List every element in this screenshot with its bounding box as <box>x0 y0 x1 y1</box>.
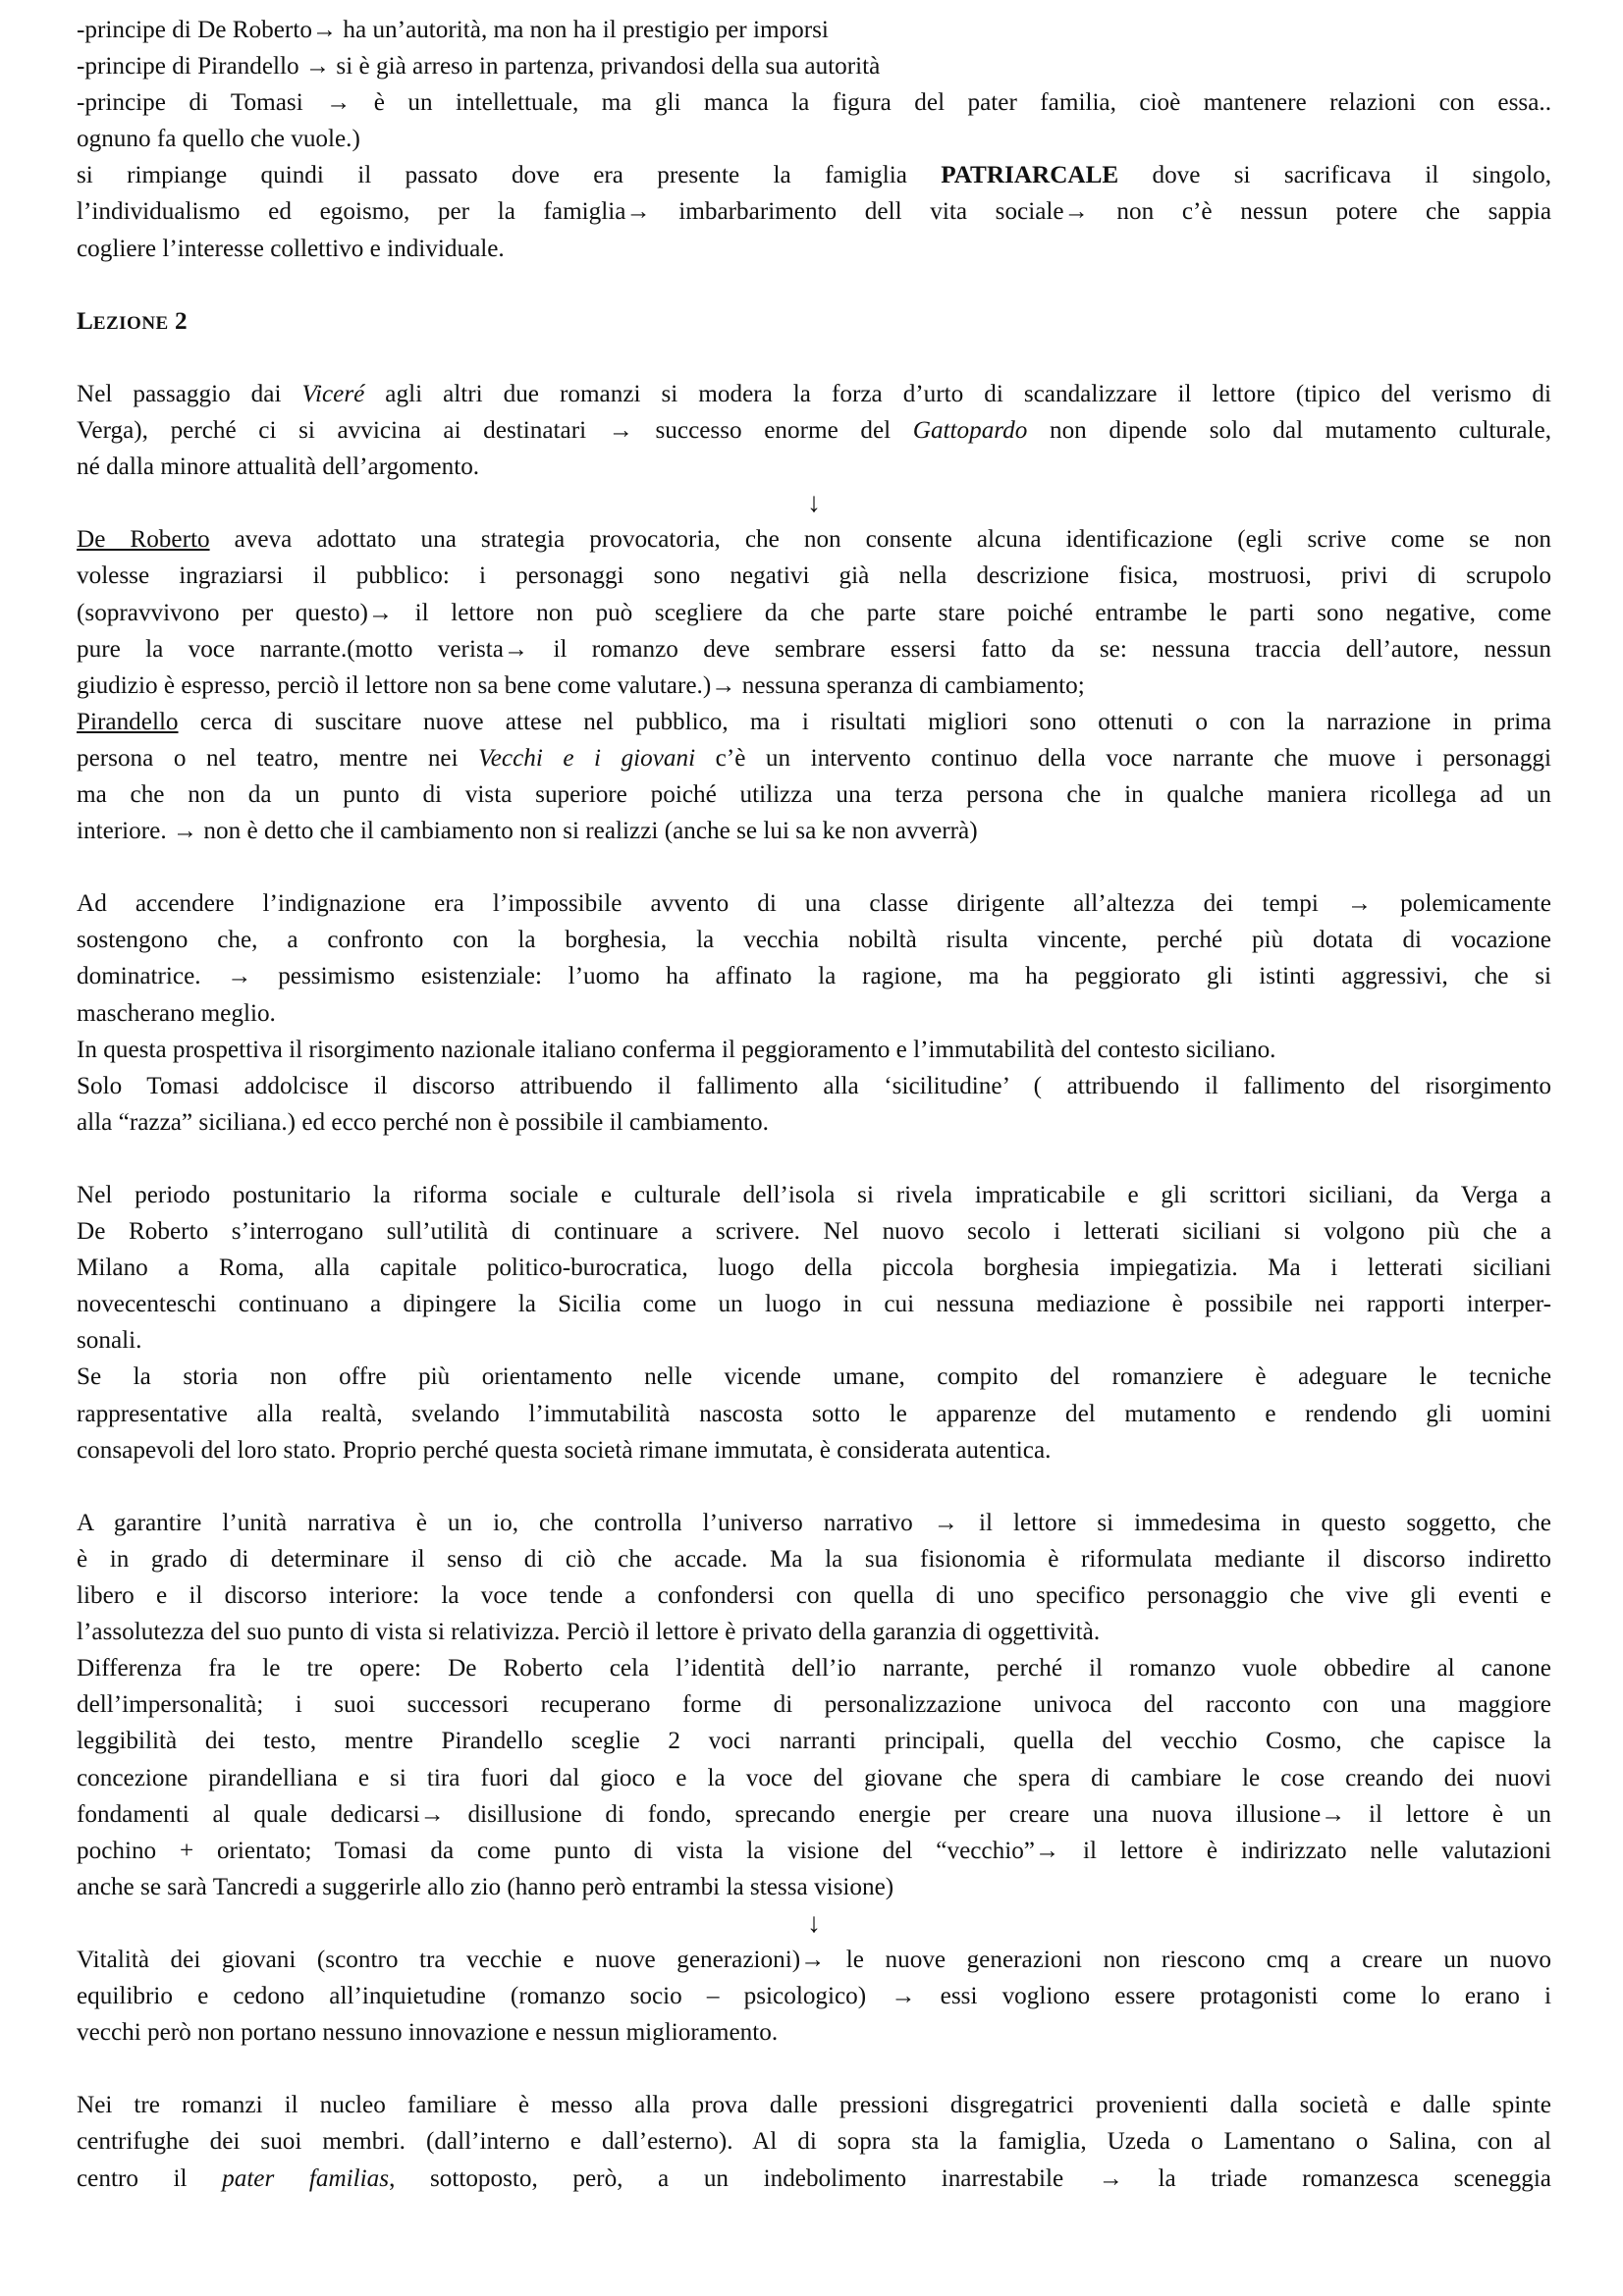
text-line: l’individualismo ed egoismo, per la famiglia→ imbarbarimento dell vita sociale→ non c’è nessun potere che sappia <box>77 198 1551 226</box>
text-line: fondamenti al quale dedicarsi→ disillusione di fondo, sprecando energie per creare una nuova illusione→ il lettore è un <box>77 1800 1551 1828</box>
text-line: Nei tre romanzi il nucleo familiare è messo alla prova dalle pressioni disgregatrici provenienti dalla società e dalle spinte <box>77 2092 1551 2119</box>
underlined-author: De Roberto <box>77 526 210 554</box>
paragraph-de-roberto-pirandello <box>77 521 1551 849</box>
text-line: sonali. <box>77 1327 142 1355</box>
text-line: Pirandello cerca di suscitare nuove attese nel pubblico, ma i risultati migliori sono ottenuti o con la narrazione in prima <box>77 708 1551 735</box>
text-line: mascherano meglio. <box>77 999 276 1027</box>
paragraph-vitalita <box>77 1942 1551 2051</box>
italic-title: Gattopardo <box>912 417 1028 445</box>
text-line: -principe di De Roberto→ ha un’autorità, ma non ha il prestigio per imporsi <box>77 17 829 43</box>
text-line: pochino + orientato; Tomasi da come punto di vista la visione del “vecchio”→ il lettore è indirizzato nelle valutazioni <box>77 1837 1551 1864</box>
text-line <box>77 157 1551 193</box>
text-line: dell’impersonalità; i suoi successori recuperano forme di personalizzazione univoca del racconto con una maggiore <box>77 1691 1551 1719</box>
text-line: leggibilità dei testo, mentre Pirandello sceglie 2 voci narranti principali, quella del vecchio Cosmo, che capisce la <box>77 1728 1551 1755</box>
text-line: volesse ingraziarsi il pubblico: i personaggi sono negativi già nella descrizione fisica, mostruosi, privi di scrupolo <box>77 562 1551 590</box>
bold-term: PATRIARCALE <box>941 162 1119 189</box>
text-line: Se la storia non offre più orientamento nelle vicende umane, compito del romanziere è adeguare le tecniche <box>77 1363 1551 1391</box>
text-line: libero e il discorso interiore: la voce tende a confondersi con quella di uno specifico personaggio che vive gli eventi e <box>77 1582 1551 1610</box>
section-heading: LEZIONE 2 <box>77 307 188 335</box>
text-line: dominatrice. → pessimismo esistenziale: l’uomo ha affinato la ragione, ma ha peggiorato gli istinti aggressivi, che si <box>77 963 1551 990</box>
text-line: centrifughe dei suoi membri. (dall’interno e dall’esterno). Al di sopra sta la famiglia, Uzeda o Lamentano o Salina, con al <box>77 2128 1551 2156</box>
paragraph-nucleo-familiare <box>77 2087 1551 2196</box>
text-line: vecchi però non portano nessuno innovazione e nessun miglioramento. <box>77 2019 779 2047</box>
text-line: consapevoli del loro stato. Proprio perché questa società rimane immutata, è considerata autentica. <box>77 1436 1052 1464</box>
text-line: -principe di Tomasi → è un intellettuale, ma gli manca la figura del pater familia, cioè mantenere relazioni con essa.. <box>77 89 1551 117</box>
down-arrow-icon: ↓ <box>807 1907 821 1939</box>
text-line: In questa prospettiva il risorgimento nazionale italiano conferma il peggioramento e l’immutabilità del contesto siciliano. <box>77 1036 1276 1063</box>
italic-title: Vecchi e i giovani <box>478 744 696 772</box>
text-line: concezione pirandelliana e si tira fuori dal gioco e la voce del giovane che spera di cambiare le cose creando dei nuovi <box>77 1764 1551 1791</box>
text-line: novecenteschi continuano a dipingere la Sicilia come un luogo in cui nessuna mediazione è possibile nei rapporti interper- <box>77 1291 1551 1318</box>
text-line: Verga), perché ci si avvicina ai destinatari → successo enorme del Gattopardo non dipende solo dal mutamento culturale, <box>77 417 1552 445</box>
text-line: né dalla minore attualità dell’argomento. <box>77 454 480 481</box>
text-line: A garantire l’unità narrativa è un io, che controlla l’universo narrativo → il lettore si immedesima in questo soggetto, che <box>77 1509 1551 1536</box>
text-line: Nel passaggio dai Viceré agli altri due romanzi si modera la forza d’urto di scandalizzare il lettore (tipico del verismo di <box>77 380 1551 407</box>
text-line: ognuno fa quello che vuole.) <box>77 126 360 153</box>
text-line: Differenza fra le tre opere: De Roberto cela l’identità dell’io narrante, perché il romanzo vuole obbedire al canone <box>77 1655 1551 1682</box>
paragraph-postunitario <box>77 1177 1551 1468</box>
text-line: Ad accendere l’indignazione era l’impossibile avvento di una classe dirigente all’altezza dei tempi → polemicamente <box>77 890 1551 918</box>
text-line: anche se sarà Tancredi a suggerirle allo zio (hanno però entrambi la stessa visione) <box>77 1873 894 1900</box>
down-arrow-icon: ↓ <box>807 488 821 519</box>
text-line: -principe di Pirandello → si è già arreso in partenza, privandosi della sua autorità <box>77 53 881 80</box>
text-line: persona o nel teatro, mentre nei Vecchi e i giovani c’è un intervento continuo della voce narrante che muove i personaggi <box>77 744 1551 772</box>
text-line: alla “razza” siciliana.) ed ecco perché non è possibile il cambiamento. <box>77 1108 769 1136</box>
text-line: Nel periodo postunitario la riforma sociale e culturale dell’isola si rivela impraticabile e gli scrittori siciliani, da Verga a <box>77 1182 1551 1208</box>
text-run: si rimpiange quindi il passato dove era presente la famiglia <box>77 162 942 189</box>
text-line: Solo Tomasi addolcisce il discorso attribuendo il fallimento alla ‘sicilitudine’ ( attribuendo il fallimento del risorgimento <box>77 1072 1551 1099</box>
text-line: cogliere l’interesse collettivo e individuale. <box>77 235 505 262</box>
underlined-author: Pirandello <box>77 708 179 735</box>
text-line: l’assolutezza del suo punto di vista si relativizza. Perciò il lettore è privato della garanzia di oggettività. <box>77 1619 1101 1646</box>
paragraph-principi <box>77 12 1551 267</box>
text-line: (sopravvivono per questo)→ il lettore non può scegliere da che parte stare poiché entrambe le parti sono negative, come <box>77 599 1551 626</box>
text-line: pure la voce narrante.(motto verista→ il romanzo deve sembrare essersi fatto da se: nessuna traccia dell’autore, nessun <box>77 635 1551 663</box>
text-line: Vitalità dei giovani (scontro tra vecchie e nuove generazioni)→ le nuove generazioni non riescono cmq a creare un nuovo <box>77 1946 1551 1973</box>
text-line: interiore. → non è detto che il cambiamento non si realizzi (anche se lui sa ke non avverrà) <box>77 818 978 845</box>
paragraph-indignazione <box>77 885 1551 1141</box>
text-line: centro il pater familias, sottoposto, però, a un indebolimento inarrestabile → la triade romanzesca sceneggia <box>77 2164 1551 2192</box>
document-page <box>77 12 1551 2197</box>
text-line: è in grado di determinare il senso di ciò che accade. Ma la sua fisionomia è riformulata mediante il discorso indiretto <box>77 1545 1551 1573</box>
text-line: Milano a Roma, alla capitale politico-burocratica, luogo della piccola borghesia impiegatizia. Ma i letterati siciliani <box>77 1255 1551 1282</box>
text-line: sostengono che, a confronto con la borghesia, la vecchia nobiltà risulta vincente, perché più dotata di vocazione <box>77 927 1551 954</box>
paragraph-passaggio <box>77 376 1551 485</box>
text-run: dove si sacrificava il singolo, <box>1118 162 1551 189</box>
italic-term: pater familias <box>222 2164 390 2192</box>
text-line: rappresentative alla realtà, svelando l’immutabilità nascosta sotto le apparenze del mutamento e rendendo gli uomini <box>77 1400 1551 1427</box>
text-line: ma che non da un punto di vista superiore poiché utilizza una terza persona che in qualche maniera ricollega ad un <box>77 780 1551 808</box>
text-line: equilibrio e cedono all’inquietudine (romanzo socio – psicologico) → essi vogliono essere protagonisti come lo erano i <box>77 1983 1551 2010</box>
paragraph-unita-narrativa <box>77 1505 1551 1905</box>
text-line: De Roberto aveva adottato una strategia provocatoria, che non consente alcuna identificazione (egli scrive come se non <box>77 526 1552 554</box>
text-line: giudizio è espresso, perciò il lettore non sa bene come valutare.)→ nessuna speranza di cambiamento; <box>77 671 1085 699</box>
text-line: De Roberto s’interrogano sull’utilità di continuare a scrivere. Nel nuovo secolo i letterati siciliani si volgono più che a <box>77 1218 1551 1246</box>
italic-title: Viceré <box>301 380 365 407</box>
